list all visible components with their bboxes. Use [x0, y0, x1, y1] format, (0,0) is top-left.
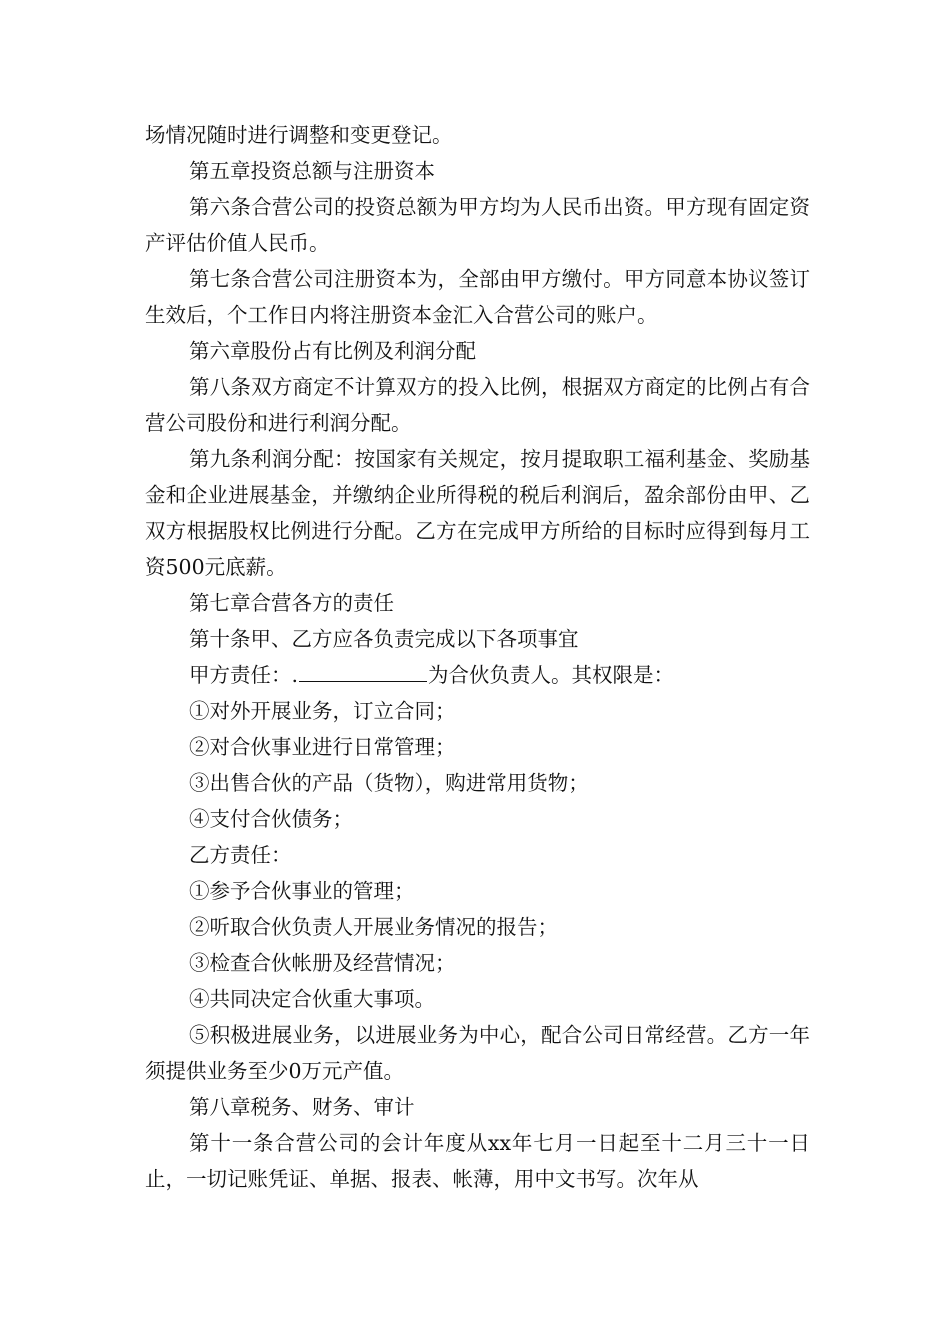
- paragraph: 第七条合营公司注册资本为，全部由甲方缴付。甲方同意本协议签订生效后，个工作日内将注册资本金汇入合营公司的账户。: [145, 267, 810, 327]
- list-item: ④支付合伙债务；: [189, 807, 353, 831]
- list-item: ②对合伙事业进行日常管理；: [189, 735, 456, 759]
- chapter-heading: 第六章股份占有比例及利润分配: [189, 339, 476, 363]
- list-item: ④共同决定合伙重大事项。: [189, 987, 435, 1011]
- chapter-heading: 第八章税务、财务、审计: [189, 1095, 415, 1119]
- fill-in-blank: [299, 659, 427, 682]
- list-item: ②听取合伙负责人开展业务情况的报告；: [189, 915, 558, 939]
- party-a-line: [145, 657, 810, 693]
- document-body: [145, 117, 810, 1197]
- paragraph: 第六条合营公司的投资总额为甲方均为人民币出资。甲方现有固定资产评估价值人民币。: [145, 195, 810, 255]
- paragraph: 乙方责任：: [189, 843, 292, 867]
- paragraph: 第十一条合营公司的会计年度从xx年七月一日起至十二月三十一日止，一切记账凭证、单据、报表、帐薄，用中文书写。次年从: [145, 1131, 810, 1191]
- paragraph: 第十条甲、乙方应各负责完成以下各项事宜: [189, 627, 579, 651]
- party-a-prefix: 甲方责任：.: [189, 663, 299, 687]
- chapter-heading: 第七章合营各方的责任: [189, 591, 394, 615]
- paragraph: 第九条利润分配：按国家有关规定，按月提取职工福利基金、奖励基金和企业进展基金，并缴纳企业所得税的税后利润后，盈余部份由甲、乙双方根据股权比例进行分配。乙方在完成甲方所给的目标时应得到每月工资500元底薪。: [145, 447, 810, 579]
- paragraph: 第八条双方商定不计算双方的投入比例，根据双方商定的比例占有合营公司股份和进行利润分配。: [145, 375, 810, 435]
- list-item: ③出售合伙的产品（货物），购进常用货物；: [189, 771, 589, 795]
- chapter-heading: 第五章投资总额与注册资本: [189, 159, 435, 183]
- list-item: ③检查合伙帐册及经营情况；: [189, 951, 456, 975]
- party-a-suffix: 为合伙负责人。其权限是：: [428, 663, 675, 687]
- list-item: ⑤积极进展业务，以进展业务为中心，配合公司日常经营。乙方一年须提供业务至少0万元产值。: [145, 1023, 810, 1083]
- list-item: ①对外开展业务，订立合同；: [189, 699, 456, 723]
- paragraph: 场情况随时进行调整和变更登记。: [145, 123, 453, 147]
- list-item: ①参予合伙事业的管理；: [189, 879, 415, 903]
